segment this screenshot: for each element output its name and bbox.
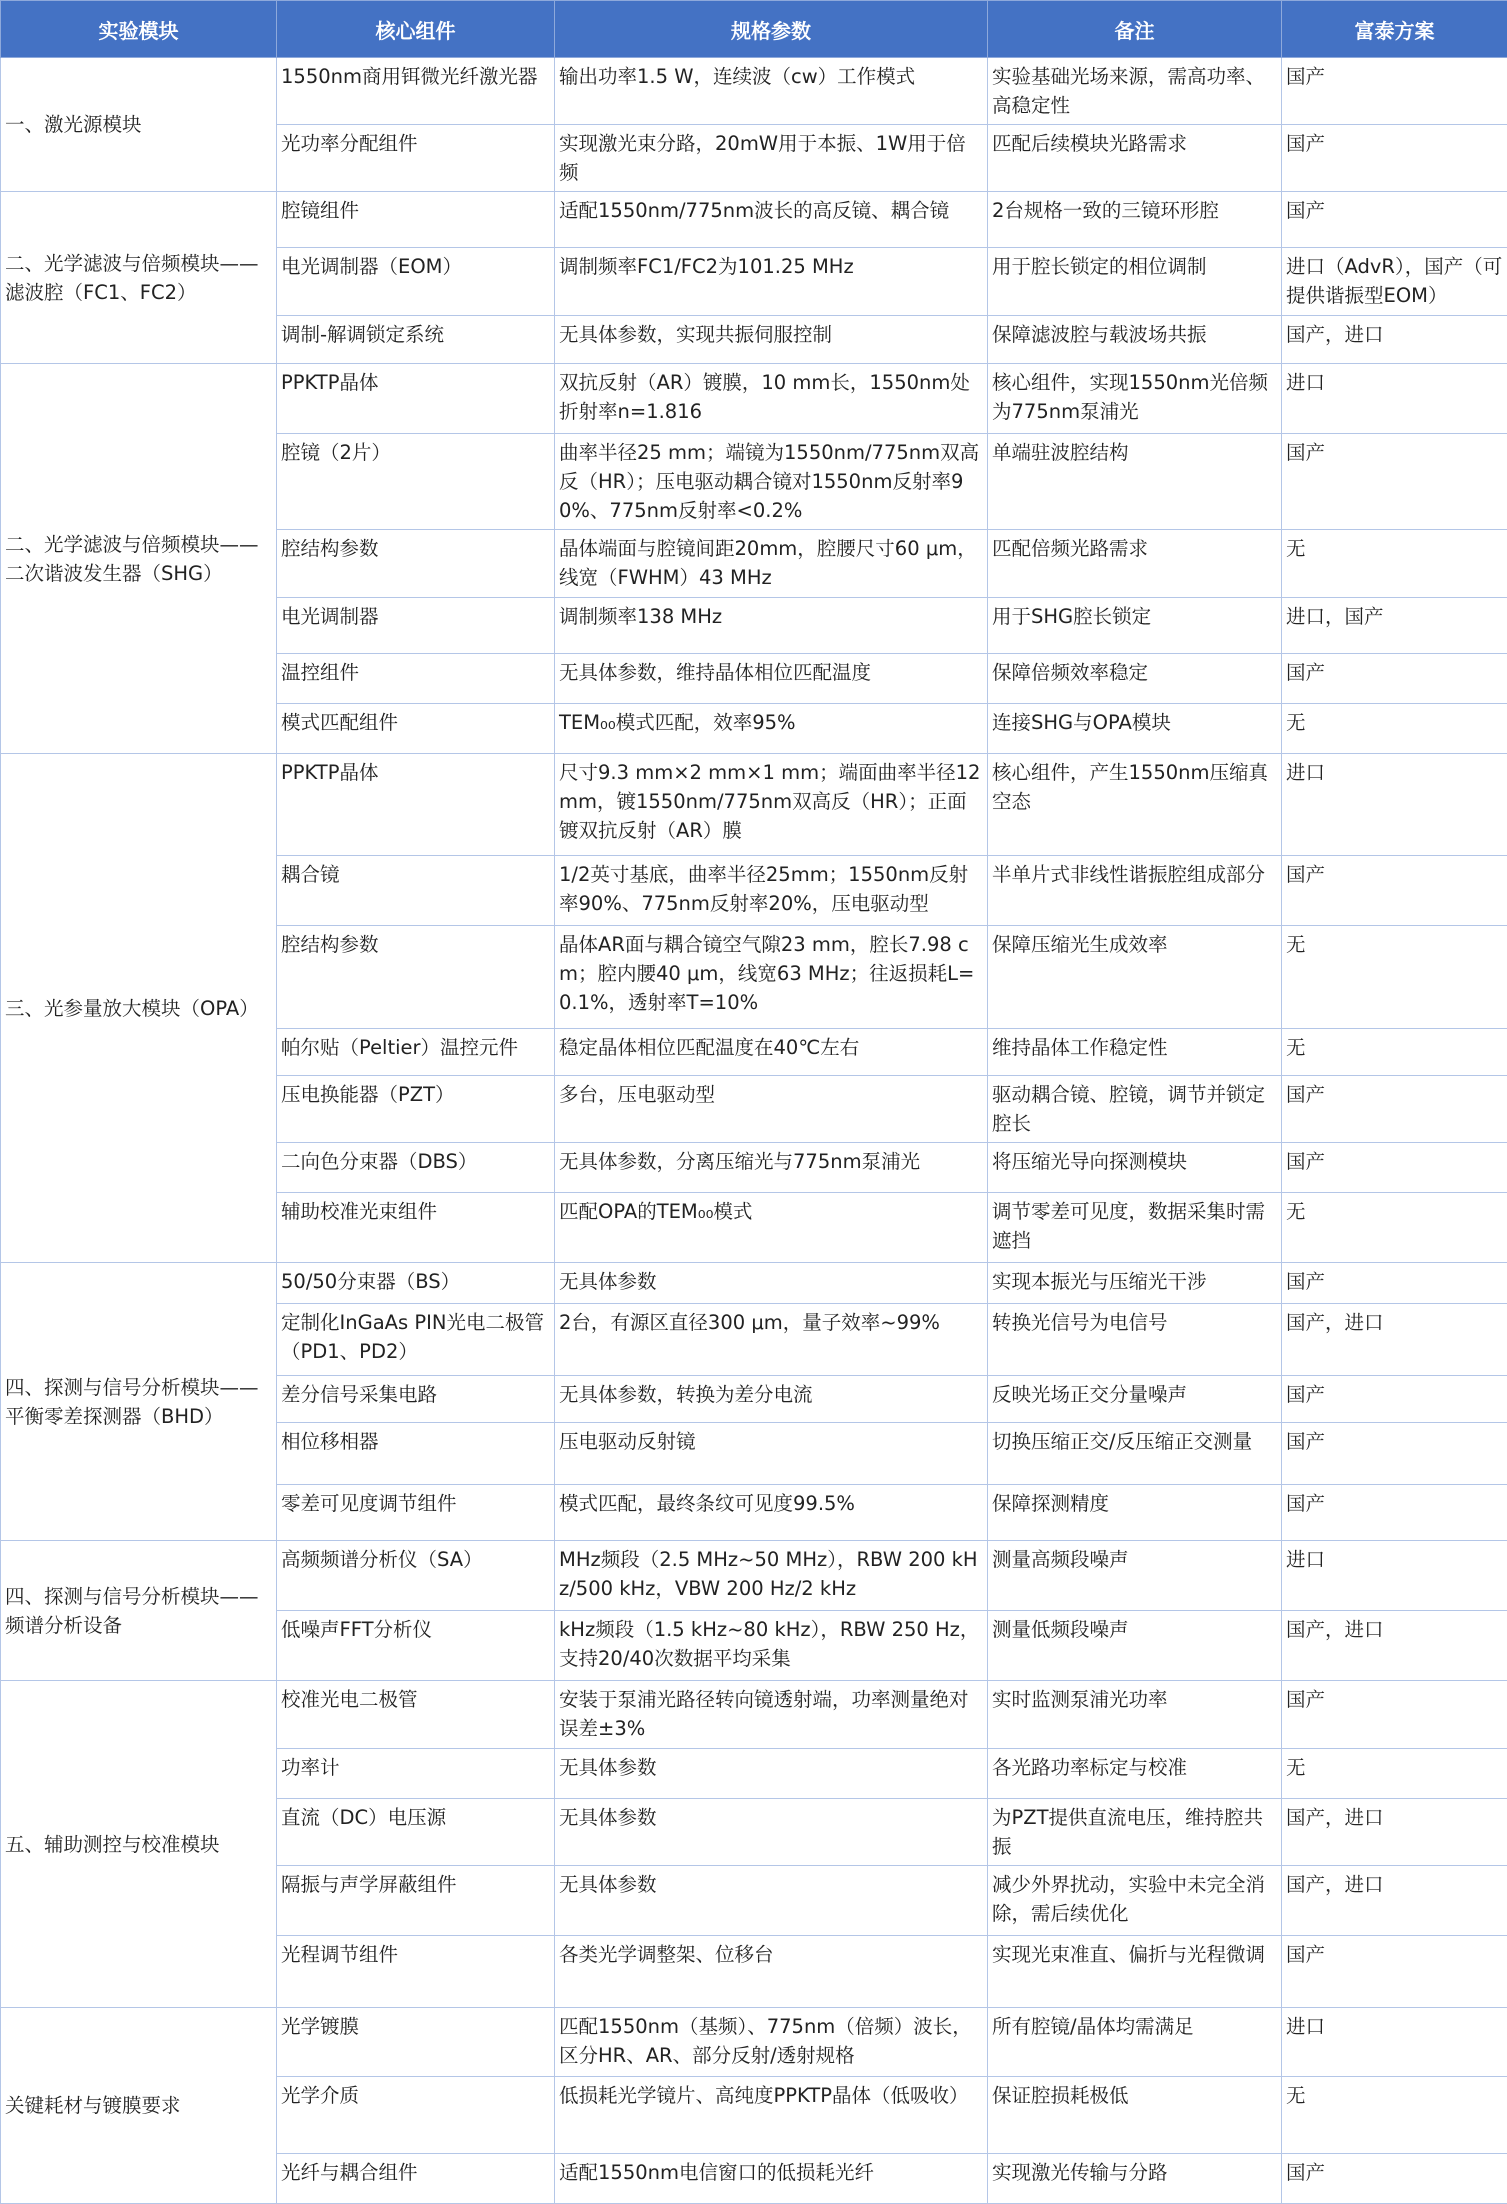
spec-cell: 稳定晶体相位匹配温度在40℃左右 bbox=[555, 1029, 988, 1076]
note-cell: 匹配后续模块光路需求 bbox=[988, 125, 1282, 192]
component-cell: 腔镜（2片） bbox=[277, 434, 555, 530]
plan-cell: 国产 bbox=[1282, 1143, 1507, 1193]
note-cell: 维持晶体工作稳定性 bbox=[988, 1029, 1282, 1076]
spec-cell: 无具体参数 bbox=[555, 1749, 988, 1799]
spec-cell: 双抗反射（AR）镀膜，10 mm长，1550nm处折射率n=1.816 bbox=[555, 364, 988, 434]
note-cell: 实验基础光场来源，需高功率、高稳定性 bbox=[988, 58, 1282, 125]
plan-cell: 国产 bbox=[1282, 1485, 1507, 1541]
module-cell: 四、探测与信号分析模块——平衡零差探测器（BHD） bbox=[1, 1263, 277, 1541]
plan-cell: 国产，进口 bbox=[1282, 1304, 1507, 1376]
plan-cell: 国产 bbox=[1282, 1263, 1507, 1304]
spec-cell: 匹配OPA的TEM₀₀模式 bbox=[555, 1193, 988, 1263]
plan-cell: 国产，进口 bbox=[1282, 1799, 1507, 1866]
module-cell: 一、激光源模块 bbox=[1, 58, 277, 192]
spec-cell: 晶体端面与腔镜间距20mm，腔腰尺寸60 μm，线宽（FWHM）43 MHz bbox=[555, 530, 988, 598]
spec-cell: 低损耗光学镜片、高纯度PPKTP晶体（低吸收） bbox=[555, 2077, 988, 2154]
component-cell: 差分信号采集电路 bbox=[277, 1376, 555, 1423]
plan-cell: 国产 bbox=[1282, 654, 1507, 704]
spec-cell: 无具体参数，分离压缩光与775nm泵浦光 bbox=[555, 1143, 988, 1193]
header-row bbox=[1, 1, 1507, 58]
module-cell: 五、辅助测控与校准模块 bbox=[1, 1681, 277, 2008]
component-cell: 直流（DC）电压源 bbox=[277, 1799, 555, 1866]
table-row bbox=[1, 58, 1507, 125]
component-cell: 光学镀膜 bbox=[277, 2008, 555, 2077]
plan-cell: 进口 bbox=[1282, 754, 1507, 856]
component-cell: 帕尔贴（Peltier）温控元件 bbox=[277, 1029, 555, 1076]
spec-cell: 安装于泵浦光路径转向镜透射端，功率测量绝对误差±3% bbox=[555, 1681, 988, 1749]
table-row bbox=[1, 1681, 1507, 1749]
note-cell: 保障压缩光生成效率 bbox=[988, 926, 1282, 1029]
component-cell: 光功率分配组件 bbox=[277, 125, 555, 192]
note-cell: 将压缩光导向探测模块 bbox=[988, 1143, 1282, 1193]
component-cell: 温控组件 bbox=[277, 654, 555, 704]
plan-cell: 进口 bbox=[1282, 364, 1507, 434]
table-row bbox=[1, 1541, 1507, 1611]
plan-cell: 无 bbox=[1282, 1749, 1507, 1799]
note-cell: 切换压缩正交/反压缩正交测量 bbox=[988, 1423, 1282, 1485]
spec-cell: 曲率半径25 mm；端镜为1550nm/775nm双高反（HR）；压电驱动耦合镜对1550nm反射率90%、775nm反射率<0.2% bbox=[555, 434, 988, 530]
spec-cell: 1/2英寸基底，曲率半径25mm；1550nm反射率90%、775nm反射率20%，压电驱动型 bbox=[555, 856, 988, 926]
module-cell: 二、光学滤波与倍频模块——滤波腔（FC1、FC2） bbox=[1, 192, 277, 364]
plan-cell: 无 bbox=[1282, 1029, 1507, 1076]
note-cell: 保证腔损耗极低 bbox=[988, 2077, 1282, 2154]
component-cell: 辅助校准光束组件 bbox=[277, 1193, 555, 1263]
spec-cell: 无具体参数 bbox=[555, 1866, 988, 1936]
plan-cell: 国产 bbox=[1282, 192, 1507, 248]
component-cell: 腔镜组件 bbox=[277, 192, 555, 248]
plan-cell: 进口 bbox=[1282, 1541, 1507, 1611]
component-cell: 电光调制器 bbox=[277, 598, 555, 654]
component-cell: 50/50分束器（BS） bbox=[277, 1263, 555, 1304]
plan-cell: 国产 bbox=[1282, 125, 1507, 192]
plan-cell: 进口 bbox=[1282, 2008, 1507, 2077]
table-row bbox=[1, 2008, 1507, 2077]
table-body bbox=[1, 58, 1507, 2204]
header-plan: 富泰方案 bbox=[1282, 1, 1507, 58]
plan-cell: 无 bbox=[1282, 1193, 1507, 1263]
table-row bbox=[1, 1263, 1507, 1304]
component-cell: 校准光电二极管 bbox=[277, 1681, 555, 1749]
component-cell: 低噪声FFT分析仪 bbox=[277, 1611, 555, 1681]
spec-cell: 匹配1550nm（基频）、775nm（倍频）波长，区分HR、AR、部分反射/透射规格 bbox=[555, 2008, 988, 2077]
spec-cell: 晶体AR面与耦合镜空气隙23 mm，腔长7.98 cm；腔内腰40 μm，线宽63 MHz；往返损耗L=0.1%，透射率T=10% bbox=[555, 926, 988, 1029]
header-spec: 规格参数 bbox=[555, 1, 988, 58]
spec-cell: 无具体参数 bbox=[555, 1263, 988, 1304]
module-cell: 四、探测与信号分析模块——频谱分析设备 bbox=[1, 1541, 277, 1681]
note-cell: 驱动耦合镜、腔镜，调节并锁定腔长 bbox=[988, 1076, 1282, 1143]
table-row bbox=[1, 192, 1507, 248]
component-cell: 1550nm商用铒微光纤激光器 bbox=[277, 58, 555, 125]
note-cell: 实现光束准直、偏折与光程微调 bbox=[988, 1936, 1282, 2008]
component-cell: 光程调节组件 bbox=[277, 1936, 555, 2008]
plan-cell: 国产 bbox=[1282, 1076, 1507, 1143]
plan-cell: 国产 bbox=[1282, 1376, 1507, 1423]
plan-cell: 国产 bbox=[1282, 434, 1507, 530]
note-cell: 保障滤波腔与载波场共振 bbox=[988, 316, 1282, 364]
spec-cell: 尺寸9.3 mm×2 mm×1 mm；端面曲率半径12mm，镀1550nm/775nm双高反（HR）；正面镀双抗反射（AR）膜 bbox=[555, 754, 988, 856]
spec-cell: 适配1550nm/775nm波长的高反镜、耦合镜 bbox=[555, 192, 988, 248]
component-cell: 腔结构参数 bbox=[277, 926, 555, 1029]
plan-cell: 无 bbox=[1282, 704, 1507, 754]
component-cell: 电光调制器（EOM） bbox=[277, 248, 555, 316]
plan-cell: 国产 bbox=[1282, 1681, 1507, 1749]
header-module: 实验模块 bbox=[1, 1, 277, 58]
note-cell: 实现本振光与压缩光干涉 bbox=[988, 1263, 1282, 1304]
spec-cell: 无具体参数，转换为差分电流 bbox=[555, 1376, 988, 1423]
plan-cell: 国产 bbox=[1282, 856, 1507, 926]
plan-cell: 国产 bbox=[1282, 2154, 1507, 2204]
component-cell: 功率计 bbox=[277, 1749, 555, 1799]
plan-cell: 国产 bbox=[1282, 58, 1507, 125]
plan-cell: 无 bbox=[1282, 926, 1507, 1029]
note-cell: 转换光信号为电信号 bbox=[988, 1304, 1282, 1376]
component-cell: 二向色分束器（DBS） bbox=[277, 1143, 555, 1193]
note-cell: 单端驻波腔结构 bbox=[988, 434, 1282, 530]
note-cell: 各光路功率标定与校准 bbox=[988, 1749, 1282, 1799]
component-cell: 耦合镜 bbox=[277, 856, 555, 926]
spec-cell: 多台，压电驱动型 bbox=[555, 1076, 988, 1143]
spec-cell: 实现激光束分路，20mW用于本振、1W用于倍频 bbox=[555, 125, 988, 192]
component-cell: 压电换能器（PZT） bbox=[277, 1076, 555, 1143]
note-cell: 测量高频段噪声 bbox=[988, 1541, 1282, 1611]
note-cell: 调节零差可见度，数据采集时需遮挡 bbox=[988, 1193, 1282, 1263]
spec-cell: TEM₀₀模式匹配，效率95% bbox=[555, 704, 988, 754]
plan-cell: 无 bbox=[1282, 530, 1507, 598]
component-cell: 光纤与耦合组件 bbox=[277, 2154, 555, 2204]
spec-cell: 适配1550nm电信窗口的低损耗光纤 bbox=[555, 2154, 988, 2204]
spec-cell: 模式匹配，最终条纹可见度99.5% bbox=[555, 1485, 988, 1541]
component-cell: 定制化InGaAs PIN光电二极管（PD1、PD2） bbox=[277, 1304, 555, 1376]
spec-cell: 调制频率FC1/FC2为101.25 MHz bbox=[555, 248, 988, 316]
note-cell: 半单片式非线性谐振腔组成部分 bbox=[988, 856, 1282, 926]
note-cell: 2台规格一致的三镜环形腔 bbox=[988, 192, 1282, 248]
note-cell: 反映光场正交分量噪声 bbox=[988, 1376, 1282, 1423]
component-cell: 高频频谱分析仪（SA） bbox=[277, 1541, 555, 1611]
plan-cell: 国产 bbox=[1282, 1423, 1507, 1485]
plan-cell: 国产 bbox=[1282, 1936, 1507, 2008]
spec-cell: 各类光学调整架、位移台 bbox=[555, 1936, 988, 2008]
note-cell: 测量低频段噪声 bbox=[988, 1611, 1282, 1681]
note-cell: 为PZT提供直流电压，维持腔共振 bbox=[988, 1799, 1282, 1866]
component-cell: PPKTP晶体 bbox=[277, 364, 555, 434]
note-cell: 核心组件，实现1550nm光倍频为775nm泵浦光 bbox=[988, 364, 1282, 434]
component-cell: 腔结构参数 bbox=[277, 530, 555, 598]
spec-cell: 压电驱动反射镜 bbox=[555, 1423, 988, 1485]
component-cell: 零差可见度调节组件 bbox=[277, 1485, 555, 1541]
component-cell: 调制-解调锁定系统 bbox=[277, 316, 555, 364]
note-cell: 保障探测精度 bbox=[988, 1485, 1282, 1541]
spec-cell: 2台，有源区直径300 μm，量子效率~99% bbox=[555, 1304, 988, 1376]
note-cell: 实现激光传输与分路 bbox=[988, 2154, 1282, 2204]
component-cell: 相位移相器 bbox=[277, 1423, 555, 1485]
plan-cell: 国产，进口 bbox=[1282, 1866, 1507, 1936]
module-cell: 三、光参量放大模块（OPA） bbox=[1, 754, 277, 1263]
component-cell: 光学介质 bbox=[277, 2077, 555, 2154]
note-cell: 匹配倍频光路需求 bbox=[988, 530, 1282, 598]
note-cell: 所有腔镜/晶体均需满足 bbox=[988, 2008, 1282, 2077]
plan-cell: 进口，国产 bbox=[1282, 598, 1507, 654]
table-row bbox=[1, 364, 1507, 434]
component-cell: 隔振与声学屏蔽组件 bbox=[277, 1866, 555, 1936]
note-cell: 用于SHG腔长锁定 bbox=[988, 598, 1282, 654]
note-cell: 连接SHG与OPA模块 bbox=[988, 704, 1282, 754]
plan-cell: 国产，进口 bbox=[1282, 316, 1507, 364]
component-cell: PPKTP晶体 bbox=[277, 754, 555, 856]
plan-cell: 进口（AdvR），国产（可提供谐振型EOM） bbox=[1282, 248, 1507, 316]
spec-cell: 无具体参数 bbox=[555, 1799, 988, 1866]
component-cell: 模式匹配组件 bbox=[277, 704, 555, 754]
header-note: 备注 bbox=[988, 1, 1282, 58]
note-cell: 核心组件，产生1550nm压缩真空态 bbox=[988, 754, 1282, 856]
spec-cell: kHz频段（1.5 kHz~80 kHz），RBW 250 Hz，支持20/40次数据平均采集 bbox=[555, 1611, 988, 1681]
module-cell: 关键耗材与镀膜要求 bbox=[1, 2008, 277, 2204]
note-cell: 保障倍频效率稳定 bbox=[988, 654, 1282, 704]
table-row bbox=[1, 754, 1507, 856]
plan-cell: 无 bbox=[1282, 2077, 1507, 2154]
spec-cell: 无具体参数，维持晶体相位匹配温度 bbox=[555, 654, 988, 704]
spec-cell: MHz频段（2.5 MHz~50 MHz），RBW 200 kHz/500 kHz，VBW 200 Hz/2 kHz bbox=[555, 1541, 988, 1611]
note-cell: 用于腔长锁定的相位调制 bbox=[988, 248, 1282, 316]
spec-cell: 无具体参数，实现共振伺服控制 bbox=[555, 316, 988, 364]
module-cell: 二、光学滤波与倍频模块——二次谐波发生器（SHG） bbox=[1, 364, 277, 754]
spec-cell: 输出功率1.5 W，连续波（cw）工作模式 bbox=[555, 58, 988, 125]
note-cell: 实时监测泵浦光功率 bbox=[988, 1681, 1282, 1749]
spec-cell: 调制频率138 MHz bbox=[555, 598, 988, 654]
note-cell: 减少外界扰动，实验中未完全消除，需后续优化 bbox=[988, 1866, 1282, 1936]
plan-cell: 国产，进口 bbox=[1282, 1611, 1507, 1681]
header-component: 核心组件 bbox=[277, 1, 555, 58]
